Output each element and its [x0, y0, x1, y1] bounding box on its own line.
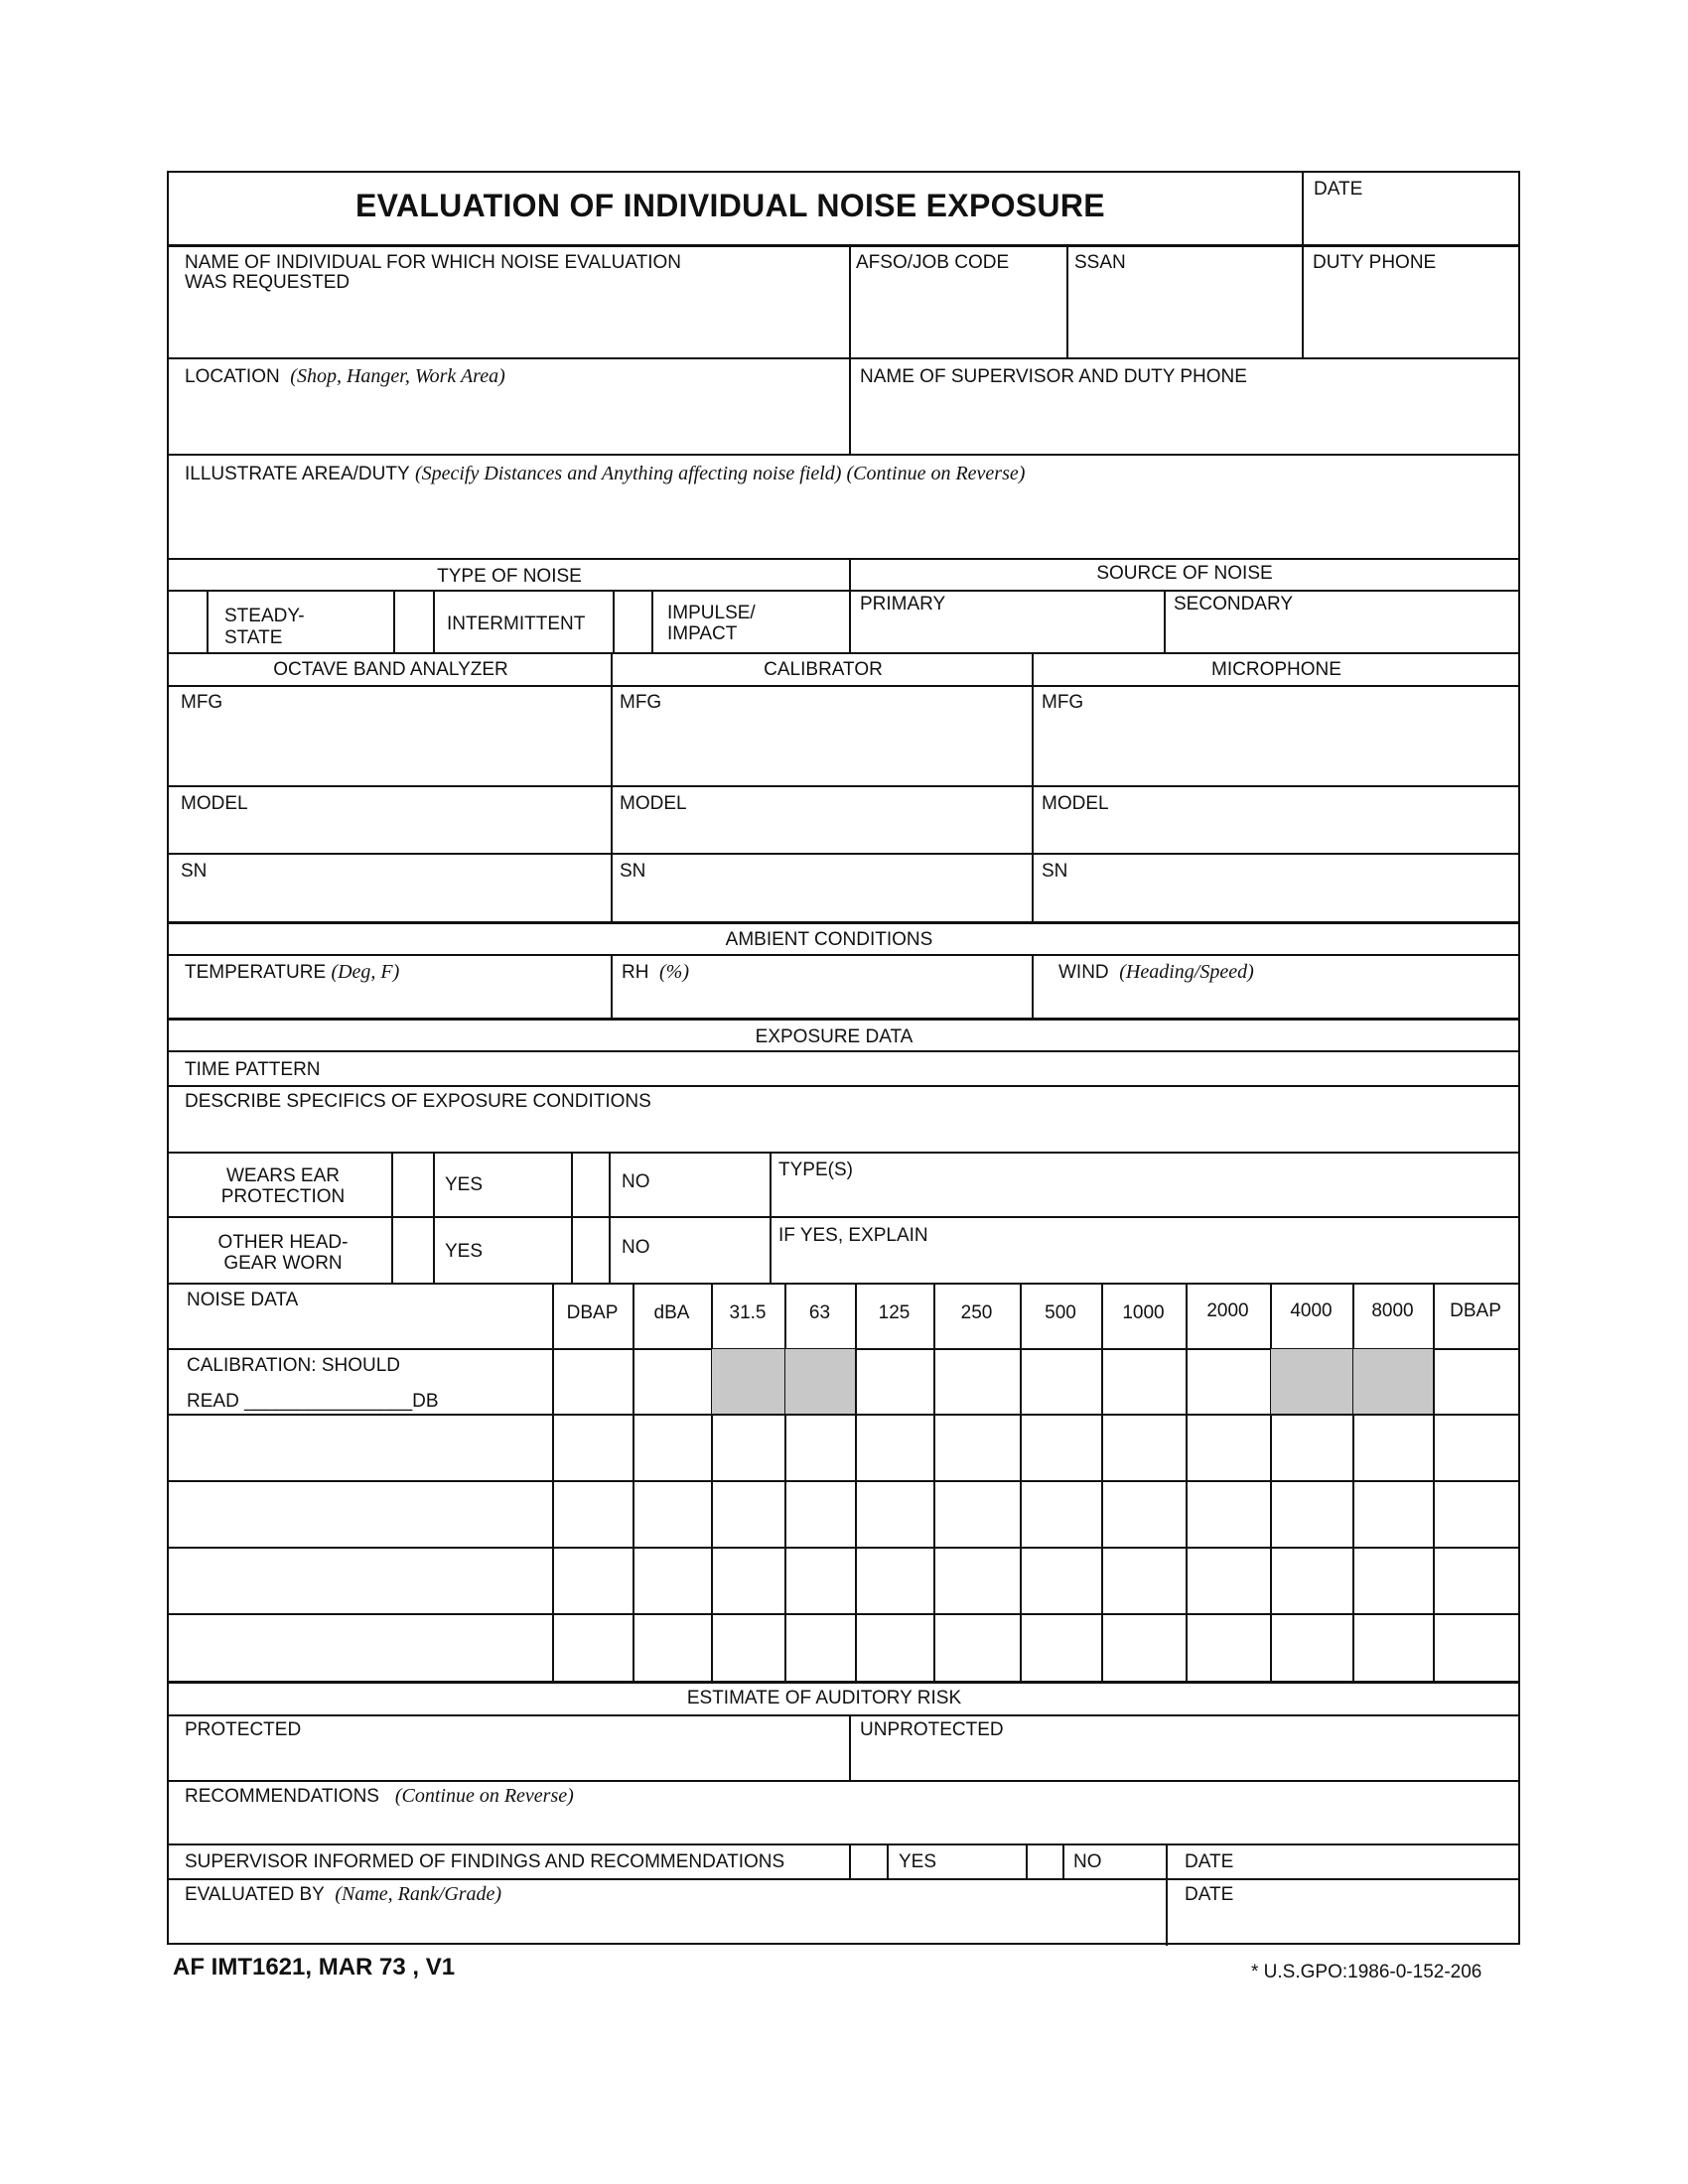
rule-line	[169, 1878, 1518, 1880]
noise-data-header-0: DBAP	[566, 1302, 619, 1323]
recommendations-label	[185, 1786, 574, 1807]
steady-state-checkbox[interactable]	[171, 592, 207, 651]
calibrator-sn-field[interactable]	[615, 884, 1032, 919]
duty-phone-label: DUTY PHONE	[1313, 252, 1437, 273]
rule-line	[169, 1780, 1518, 1782]
time-pattern-label: TIME PATTERN	[185, 1059, 321, 1080]
supervisor-field[interactable]	[856, 391, 1517, 453]
temperature-field[interactable]	[171, 985, 611, 1017]
noise-data-cell[interactable]	[1435, 1482, 1517, 1546]
noise-data-cell[interactable]	[1435, 1416, 1517, 1479]
evaluated-date-label: DATE	[1185, 1884, 1234, 1905]
noise-data-cell[interactable]	[786, 1549, 854, 1612]
noise-data-header-10: 8000	[1371, 1300, 1414, 1321]
noise-data-cell[interactable]	[1022, 1615, 1100, 1680]
noise-data-row-label-field[interactable]	[171, 1615, 550, 1680]
noise-data-cell[interactable]	[1354, 1482, 1432, 1546]
rule-line	[169, 1085, 1518, 1087]
ssan-label: SSAN	[1074, 252, 1126, 273]
noise-data-cell[interactable]	[1354, 1416, 1432, 1479]
wears-ear-label-2: PROTECTION	[220, 1186, 346, 1207]
rule-line	[1164, 590, 1166, 652]
headgear-yes-label: YES	[445, 1241, 484, 1262]
rule-line	[169, 244, 1518, 247]
rule-line	[849, 1714, 851, 1780]
rule-line	[169, 685, 1518, 687]
calibrator-model-field[interactable]	[615, 816, 1032, 852]
secondary-source-field[interactable]	[1170, 615, 1517, 651]
rule-line	[1062, 1843, 1064, 1878]
noise-data-cell[interactable]	[634, 1482, 710, 1546]
noise-data-cell[interactable]	[554, 1615, 632, 1680]
rule-line	[169, 1152, 1518, 1154]
steady-state-label-2: STATE	[224, 627, 283, 648]
intermittent-checkbox[interactable]	[395, 592, 433, 651]
microphone-heading: MICROPHONE	[1211, 659, 1341, 680]
supervisor-informed-label: SUPERVISOR INFORMED OF FINDINGS AND RECOMMENDATIONS	[185, 1851, 785, 1872]
noise-data-cell[interactable]	[554, 1482, 632, 1546]
noise-data-cell[interactable]	[935, 1549, 1019, 1612]
noise-data-cell[interactable]	[713, 1482, 783, 1546]
noise-data-cell[interactable]	[1103, 1350, 1185, 1413]
noise-data-cell[interactable]	[1354, 1350, 1432, 1413]
noise-data-cell[interactable]	[634, 1350, 710, 1413]
supervisor-informed-no-checkbox[interactable]	[1030, 1848, 1062, 1878]
intermittent-label: INTERMITTENT	[447, 614, 586, 634]
calibrator-model-label: MODEL	[620, 793, 687, 814]
noise-data-cell[interactable]	[1022, 1549, 1100, 1612]
analyzer-sn-label: SN	[181, 861, 208, 882]
analyzer-model-field[interactable]	[171, 816, 611, 852]
impulse-impact-checkbox[interactable]	[615, 592, 651, 651]
evaluated-date-field[interactable]	[1174, 1906, 1517, 1942]
noise-data-header-5: 250	[960, 1302, 993, 1323]
noise-data-label: NOISE DATA	[187, 1290, 299, 1310]
evaluated-by-field[interactable]	[171, 1906, 1168, 1942]
noise-data-cell[interactable]	[857, 1549, 932, 1612]
location-label	[185, 366, 505, 387]
noise-data-cell[interactable]	[857, 1350, 932, 1413]
analyzer-mfg-field[interactable]	[171, 715, 611, 784]
rule-line	[1066, 244, 1068, 357]
noise-data-cell[interactable]	[634, 1549, 710, 1612]
location-hint: (Shop, Hanger, Work Area)	[290, 365, 505, 387]
rule-line	[169, 921, 1518, 924]
individual-name-field[interactable]	[171, 296, 846, 355]
microphone-mfg-label: MFG	[1042, 692, 1084, 713]
steady-state-label-1: STEADY-	[224, 606, 305, 626]
exposure-conditions-field[interactable]	[171, 1114, 1517, 1152]
noise-data-cell[interactable]	[713, 1350, 783, 1413]
rh-field[interactable]	[615, 985, 1032, 1017]
rule-line	[169, 954, 1518, 956]
microphone-model-label: MODEL	[1042, 793, 1109, 814]
recommendations-label-text: RECOMMENDATIONS	[185, 1786, 379, 1807]
rule-line	[169, 558, 1518, 560]
type-of-noise-heading: TYPE OF NOISE	[437, 566, 582, 587]
primary-source-field[interactable]	[856, 615, 1164, 651]
calibrator-mfg-label: MFG	[620, 692, 662, 713]
gpo-imprint: * U.S.GPO:1986-0-152-206	[1251, 1962, 1482, 1982]
headgear-explain-field[interactable]	[774, 1247, 1517, 1281]
noise-data-cell[interactable]	[857, 1615, 932, 1680]
octave-band-analyzer-heading: OCTAVE BAND ANALYZER	[273, 659, 508, 680]
noise-data-cell[interactable]	[1354, 1549, 1432, 1612]
noise-data-cell[interactable]	[857, 1416, 932, 1479]
noise-data-row-label-field[interactable]	[171, 1416, 550, 1479]
noise-data-cell[interactable]	[713, 1416, 783, 1479]
rule-line	[169, 1714, 1518, 1716]
noise-data-cell[interactable]	[786, 1350, 854, 1413]
wind-hint: (Heading/Speed)	[1119, 961, 1254, 983]
microphone-sn-label: SN	[1042, 861, 1068, 882]
noise-data-header-8: 2000	[1206, 1300, 1249, 1321]
headgear-no-label: NO	[622, 1237, 650, 1258]
ssan-field[interactable]	[1070, 278, 1303, 355]
name-label-line2: WAS REQUESTED	[185, 272, 351, 293]
rule-line	[887, 1843, 889, 1878]
rule-line	[169, 785, 1518, 787]
evaluated-by-label-text: EVALUATED BY	[185, 1884, 325, 1905]
date-label: DATE	[1314, 179, 1363, 200]
calibrator-heading: CALIBRATOR	[764, 659, 883, 680]
headgear-yes-checkbox[interactable]	[393, 1221, 433, 1281]
afso-job-code-field[interactable]	[852, 278, 1065, 355]
temperature-hint: (Deg, F)	[331, 961, 400, 983]
rule-line	[169, 1216, 1518, 1218]
noise-data-cell[interactable]	[857, 1482, 932, 1546]
noise-data-cell[interactable]	[1103, 1615, 1185, 1680]
noise-data-header-3: 63	[808, 1302, 831, 1323]
rh-hint: (%)	[659, 961, 689, 983]
calibration-label-1: CALIBRATION: SHOULD	[187, 1355, 401, 1376]
rh-label	[622, 962, 689, 983]
noise-data-cell[interactable]	[1103, 1416, 1185, 1479]
impulse-label-1: IMPULSE/	[667, 603, 756, 623]
headgear-no-checkbox[interactable]	[573, 1221, 609, 1281]
time-pattern-field[interactable]	[357, 1054, 1517, 1084]
noise-data-row-label-field[interactable]	[171, 1549, 550, 1612]
noise-data-cell[interactable]	[554, 1549, 632, 1612]
analyzer-sn-field[interactable]	[171, 884, 611, 919]
evaluated-by-label	[185, 1884, 501, 1905]
rule-line	[169, 1283, 1518, 1285]
wind-label-text: WIND	[1058, 962, 1109, 983]
date-field[interactable]	[1304, 204, 1516, 243]
protected-label: PROTECTED	[185, 1719, 302, 1740]
noise-data-cell[interactable]	[1188, 1350, 1269, 1413]
noise-data-cell[interactable]	[1022, 1416, 1100, 1479]
source-of-noise-heading: SOURCE OF NOISE	[1096, 563, 1273, 584]
noise-data-header-7: 1000	[1122, 1302, 1165, 1323]
noise-data-header-2: 31.5	[729, 1302, 767, 1323]
noise-data-cell[interactable]	[1435, 1549, 1517, 1612]
auditory-risk-heading: ESTIMATE OF AUDITORY RISK	[686, 1688, 962, 1708]
recommendations-field[interactable]	[171, 1809, 1517, 1843]
supervisor-informed-no-label: NO	[1073, 1851, 1102, 1872]
noise-data-header-1: dBA	[653, 1302, 690, 1323]
noise-data-cell[interactable]	[1188, 1615, 1269, 1680]
ear-protection-types-field[interactable]	[774, 1181, 1517, 1215]
noise-data-cell[interactable]	[935, 1416, 1019, 1479]
illustrate-hint: (Specify Distances and Anything affecting noise field) (Continue on Reverse)	[414, 463, 1026, 484]
noise-data-cell[interactable]	[935, 1482, 1019, 1546]
analyzer-mfg-label: MFG	[181, 692, 223, 713]
ear-protection-no-label: NO	[622, 1171, 650, 1192]
noise-data-cell[interactable]	[1188, 1549, 1269, 1612]
noise-data-cell[interactable]	[935, 1350, 1019, 1413]
exposure-data-heading: EXPOSURE DATA	[755, 1026, 914, 1047]
rule-line	[169, 1050, 1518, 1052]
other-headgear-label-2: GEAR WORN	[223, 1253, 343, 1274]
noise-data-cell[interactable]	[1272, 1416, 1351, 1479]
noise-data-cell[interactable]	[786, 1416, 854, 1479]
noise-data-cell[interactable]	[1272, 1549, 1351, 1612]
evaluated-by-hint: (Name, Rank/Grade)	[335, 1883, 502, 1905]
secondary-label: SECONDARY	[1174, 594, 1294, 614]
noise-data-header-9: 4000	[1290, 1300, 1333, 1321]
rule-line	[169, 454, 1518, 456]
ear-protection-yes-checkbox[interactable]	[393, 1156, 433, 1215]
noise-data-cell[interactable]	[1435, 1615, 1517, 1680]
illustrate-label-text: ILLUSTRATE AREA/DUTY	[185, 464, 410, 484]
rule-line	[1032, 954, 1034, 1018]
noise-data-cell[interactable]	[786, 1482, 854, 1546]
supervisor-informed-date-field[interactable]	[1241, 1848, 1517, 1878]
wears-ear-label-1: WEARS EAR	[225, 1165, 341, 1186]
calibrator-sn-label: SN	[620, 861, 646, 882]
wind-field[interactable]	[1036, 985, 1517, 1017]
temperature-label-text: TEMPERATURE	[185, 962, 327, 983]
rule-line	[611, 652, 613, 921]
location-field[interactable]	[171, 391, 846, 453]
rule-line	[169, 590, 1518, 592]
noise-data-cell[interactable]	[935, 1615, 1019, 1680]
illustrate-area-field[interactable]	[171, 488, 1517, 556]
microphone-model-field[interactable]	[1036, 816, 1517, 852]
noise-data-cell[interactable]	[1188, 1416, 1269, 1479]
rule-line	[169, 1681, 1518, 1684]
supervisor-informed-yes-label: YES	[899, 1851, 937, 1872]
impulse-label-2: IMPACT	[667, 623, 738, 644]
illustrate-label	[185, 464, 1025, 484]
calibration-label-2: READ ________________DB	[187, 1391, 439, 1412]
form-number: AF IMT1621, MAR 73 , V1	[173, 1954, 456, 1980]
rule-line	[169, 1018, 1518, 1021]
rule-line	[169, 1843, 1518, 1845]
primary-label: PRIMARY	[860, 594, 946, 614]
ear-protection-yes-label: YES	[445, 1174, 484, 1195]
afso-job-code-label: AFSO/JOB CODE	[856, 252, 1010, 273]
rh-label-text: RH	[622, 962, 649, 983]
form-title: EVALUATION OF INDIVIDUAL NOISE EXPOSURE	[355, 188, 1105, 223]
noise-data-cell[interactable]	[1272, 1350, 1351, 1413]
noise-data-header-4: 125	[878, 1302, 911, 1323]
noise-data-cell[interactable]	[1103, 1549, 1185, 1612]
noise-data-cell[interactable]	[1022, 1482, 1100, 1546]
rule-line	[849, 1843, 851, 1878]
noise-data-cell[interactable]	[713, 1549, 783, 1612]
noise-data-cell[interactable]	[1188, 1482, 1269, 1546]
other-headgear-label-1: OTHER HEAD-	[217, 1232, 349, 1253]
supervisor-informed-date-label: DATE	[1185, 1851, 1234, 1872]
noise-data-cell[interactable]	[1354, 1615, 1432, 1680]
rule-line	[651, 590, 653, 652]
rule-line	[169, 357, 1518, 359]
location-label-text: LOCATION	[185, 366, 280, 387]
supervisor-informed-yes-checkbox[interactable]	[854, 1848, 886, 1878]
noise-data-cell[interactable]	[634, 1615, 710, 1680]
rule-line	[1026, 1843, 1028, 1878]
rule-line	[169, 853, 1518, 855]
noise-data-cell[interactable]	[713, 1615, 783, 1680]
recommendations-hint: (Continue on Reverse)	[394, 1785, 574, 1807]
protected-field[interactable]	[171, 1742, 846, 1778]
ear-protection-no-checkbox[interactable]	[573, 1156, 609, 1215]
describe-specifics-label: DESCRIBE SPECIFICS OF EXPOSURE CONDITIONS	[185, 1091, 651, 1112]
calibrator-mfg-field[interactable]	[615, 715, 1032, 784]
rule-line	[1032, 652, 1034, 921]
noise-data-header-11: DBAP	[1450, 1300, 1501, 1321]
noise-data-header-6: 500	[1045, 1302, 1076, 1323]
rule-line	[611, 954, 613, 1018]
name-label-line1: NAME OF INDIVIDUAL FOR WHICH NOISE EVALUATION	[185, 252, 682, 273]
temperature-label	[185, 962, 399, 983]
rule-line	[207, 590, 209, 652]
noise-data-cell[interactable]	[1272, 1482, 1351, 1546]
analyzer-model-label: MODEL	[181, 793, 248, 814]
microphone-sn-field[interactable]	[1036, 884, 1517, 919]
unprotected-label: UNPROTECTED	[860, 1719, 1004, 1740]
unprotected-field[interactable]	[856, 1742, 1517, 1778]
ambient-conditions-heading: AMBIENT CONDITIONS	[725, 929, 933, 950]
noise-data-cell[interactable]	[1435, 1350, 1517, 1413]
rule-line	[849, 244, 851, 454]
noise-data-cell[interactable]	[1103, 1482, 1185, 1546]
rule-line	[433, 590, 435, 652]
types-label: TYPE(S)	[778, 1160, 853, 1180]
supervisor-label: NAME OF SUPERVISOR AND DUTY PHONE	[860, 366, 1247, 387]
noise-data-cell[interactable]	[1272, 1615, 1351, 1680]
if-yes-explain-label: IF YES, EXPLAIN	[778, 1225, 928, 1246]
microphone-mfg-field[interactable]	[1036, 715, 1517, 784]
noise-data-cell[interactable]	[786, 1615, 854, 1680]
wind-label	[1058, 962, 1254, 983]
noise-data-cell[interactable]	[554, 1416, 632, 1479]
noise-data-row-label-field[interactable]	[171, 1482, 550, 1546]
duty-phone-field[interactable]	[1309, 278, 1517, 355]
rule-line	[169, 652, 1518, 654]
noise-data-cell[interactable]	[1022, 1350, 1100, 1413]
noise-data-cell[interactable]	[554, 1350, 632, 1413]
noise-data-cell[interactable]	[634, 1416, 710, 1479]
